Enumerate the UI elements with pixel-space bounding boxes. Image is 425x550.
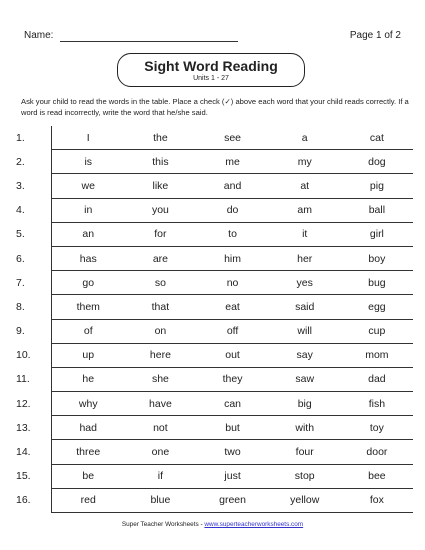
- table-row: [13, 198, 413, 222]
- table-row: [13, 440, 413, 464]
- row-number: 15.: [13, 464, 52, 488]
- word-cell: out: [196, 343, 268, 367]
- word-cell: two: [196, 440, 268, 464]
- row-number: 5.: [13, 222, 52, 246]
- table-row: [13, 464, 413, 488]
- word-cell: why: [52, 392, 125, 416]
- word-cell: had: [52, 416, 125, 440]
- word-cell: he: [52, 367, 125, 391]
- row-number: 4.: [13, 198, 52, 222]
- row-number: 12.: [13, 392, 52, 416]
- instructions: Ask your child to read the words in the table. Place a check (✓) above each word that your child reads correctly. If a word is read incorrectly, write the word that he/she said.: [21, 97, 409, 117]
- word-cell: like: [124, 174, 196, 198]
- word-cell: at: [269, 174, 341, 198]
- word-cell: stop: [269, 464, 341, 488]
- word-cell: boy: [341, 246, 413, 270]
- word-cell: my: [269, 150, 341, 174]
- word-cell: are: [124, 246, 196, 270]
- row-number: 6.: [13, 246, 52, 270]
- word-cell: mom: [341, 343, 413, 367]
- word-cell: one: [124, 440, 196, 464]
- word-cell: in: [52, 198, 125, 222]
- word-cell: say: [269, 343, 341, 367]
- row-number: 16.: [13, 488, 52, 512]
- word-cell: dog: [341, 150, 413, 174]
- word-cell: up: [52, 343, 125, 367]
- word-cell: not: [124, 416, 196, 440]
- row-number: 1.: [13, 126, 52, 150]
- row-number: 10.: [13, 343, 52, 367]
- word-cell: if: [124, 464, 196, 488]
- word-cell: be: [52, 464, 125, 488]
- word-cell: an: [52, 222, 125, 246]
- table-row: [13, 271, 413, 295]
- row-number: 7.: [13, 271, 52, 295]
- word-cell: door: [341, 440, 413, 464]
- word-cell: blue: [124, 488, 196, 512]
- word-cell: bee: [341, 464, 413, 488]
- word-cell: girl: [341, 222, 413, 246]
- name-label: Name:: [24, 30, 54, 41]
- title-box: [117, 53, 305, 87]
- word-cell: but: [196, 416, 268, 440]
- worksheet-subtitle: Units 1 - 27: [193, 75, 229, 82]
- word-cell: him: [196, 246, 268, 270]
- word-cell: a: [269, 126, 341, 150]
- word-cell: no: [196, 271, 268, 295]
- word-cell: that: [124, 295, 196, 319]
- page-footer: [0, 521, 425, 528]
- word-cell: fox: [341, 488, 413, 512]
- word-cell: will: [269, 319, 341, 343]
- word-cell: egg: [341, 295, 413, 319]
- word-cell: go: [52, 271, 125, 295]
- word-cell: me: [196, 150, 268, 174]
- row-number: 13.: [13, 416, 52, 440]
- word-cell: eat: [196, 295, 268, 319]
- footer-separator: -: [198, 521, 205, 528]
- word-cell: the: [124, 126, 196, 150]
- footer-brand: Super Teacher Worksheets: [121, 521, 199, 528]
- table-row: [13, 488, 413, 512]
- table-row: [13, 319, 413, 343]
- word-cell: we: [52, 174, 125, 198]
- word-cell: for: [124, 222, 196, 246]
- word-cell: it: [269, 222, 341, 246]
- word-cell: to: [196, 222, 268, 246]
- worksheet-title: Sight Word Reading: [144, 58, 278, 74]
- word-cell: so: [124, 271, 196, 295]
- row-number: 2.: [13, 150, 52, 174]
- word-cell: do: [196, 198, 268, 222]
- word-cell: she: [124, 367, 196, 391]
- word-cell: ball: [341, 198, 413, 222]
- word-cell: fish: [341, 392, 413, 416]
- word-cell: just: [196, 464, 268, 488]
- word-cell: see: [196, 126, 268, 150]
- table-row: [13, 222, 413, 246]
- word-cell: her: [269, 246, 341, 270]
- table-row: [13, 367, 413, 391]
- word-cell: pig: [341, 174, 413, 198]
- word-cell: cat: [341, 126, 413, 150]
- word-cell: bug: [341, 271, 413, 295]
- page-header: [24, 30, 401, 46]
- word-cell: toy: [341, 416, 413, 440]
- table-row: [13, 150, 413, 174]
- row-number: 11.: [13, 367, 52, 391]
- table-row: [13, 343, 413, 367]
- row-number: 8.: [13, 295, 52, 319]
- word-cell: on: [124, 319, 196, 343]
- word-cell: is: [52, 150, 125, 174]
- table-row: [13, 174, 413, 198]
- word-cell: with: [269, 416, 341, 440]
- row-number: 3.: [13, 174, 52, 198]
- word-cell: can: [196, 392, 268, 416]
- row-number: 14.: [13, 440, 52, 464]
- word-cell: cup: [341, 319, 413, 343]
- word-cell: them: [52, 295, 125, 319]
- word-cell: green: [196, 488, 268, 512]
- word-cell: said: [269, 295, 341, 319]
- word-cell: I: [52, 126, 125, 150]
- row-number: 9.: [13, 319, 52, 343]
- word-cell: saw: [269, 367, 341, 391]
- word-cell: and: [196, 174, 268, 198]
- word-cell: am: [269, 198, 341, 222]
- footer-link[interactable]: www.superteacherworksheets.com: [204, 521, 304, 528]
- name-field-line[interactable]: [60, 41, 238, 42]
- word-cell: yellow: [269, 488, 341, 512]
- word-cell: here: [124, 343, 196, 367]
- word-cell: yes: [269, 271, 341, 295]
- word-cell: of: [52, 319, 125, 343]
- word-cell: four: [269, 440, 341, 464]
- word-cell: big: [269, 392, 341, 416]
- word-cell: you: [124, 198, 196, 222]
- word-cell: three: [52, 440, 125, 464]
- table-row: [13, 392, 413, 416]
- word-cell: they: [196, 367, 268, 391]
- word-cell: has: [52, 246, 125, 270]
- word-cell: this: [124, 150, 196, 174]
- word-cell: dad: [341, 367, 413, 391]
- table-row: [13, 246, 413, 270]
- word-cell: red: [52, 488, 125, 512]
- sight-word-table: [13, 126, 413, 513]
- page-number: Page 1 of 2: [349, 30, 401, 41]
- table-row: [13, 295, 413, 319]
- table-row: [13, 416, 413, 440]
- table-row: [13, 126, 413, 150]
- word-cell: have: [124, 392, 196, 416]
- word-cell: off: [196, 319, 268, 343]
